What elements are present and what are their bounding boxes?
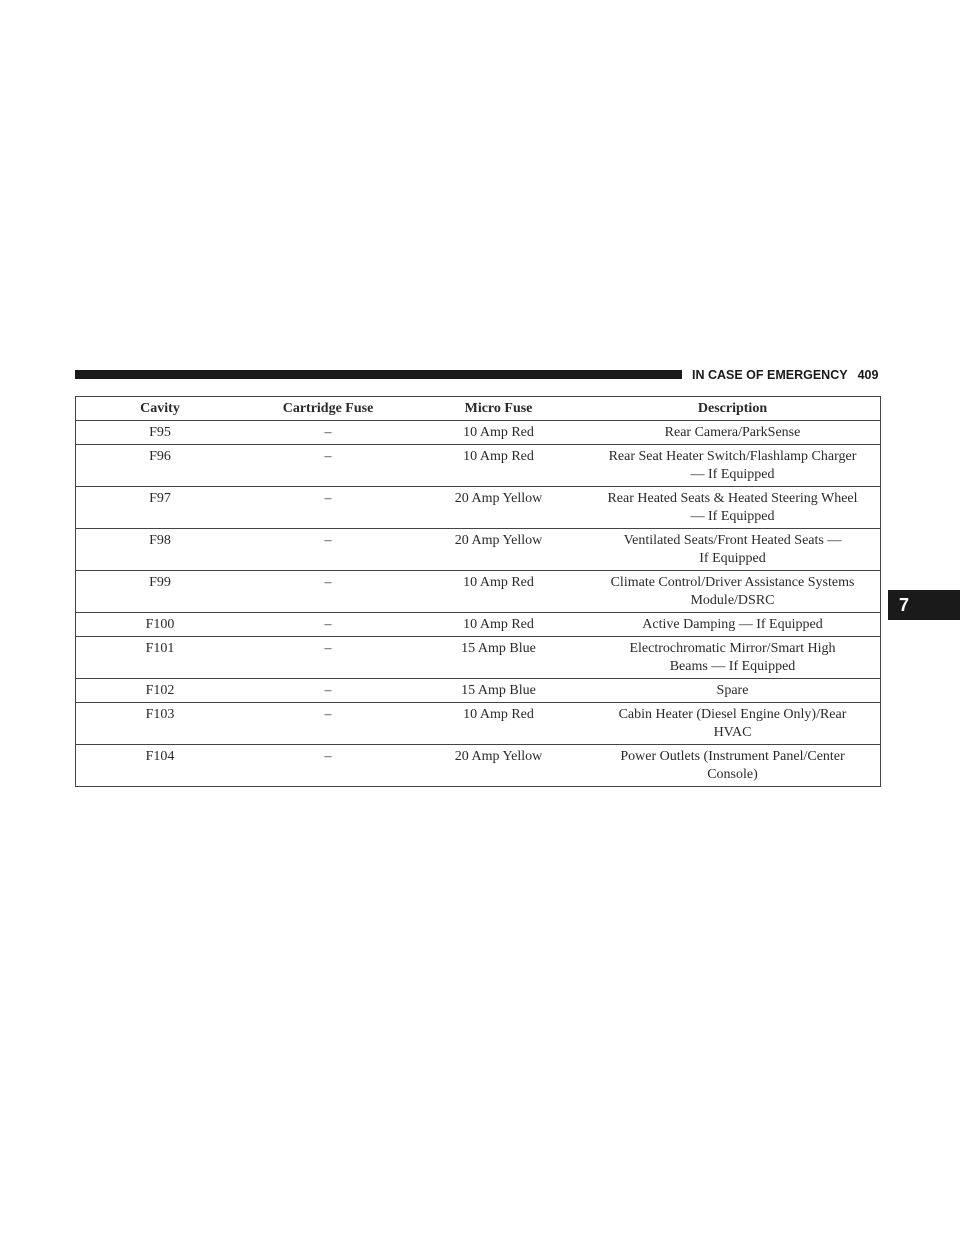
cell-micro-fuse: 15 Amp Blue bbox=[412, 679, 585, 703]
cell-micro-fuse: 10 Amp Red bbox=[412, 613, 585, 637]
cell-cartridge-fuse: – bbox=[244, 445, 412, 487]
table-row bbox=[76, 703, 881, 745]
page-number: 409 bbox=[857, 368, 879, 382]
cell-micro-fuse: 10 Amp Red bbox=[412, 703, 585, 745]
table-row bbox=[76, 679, 881, 703]
running-header bbox=[692, 367, 878, 383]
cell-cartridge-fuse: – bbox=[244, 529, 412, 571]
header-rule bbox=[75, 370, 682, 379]
cell-micro-fuse: 10 Amp Red bbox=[412, 445, 585, 487]
table-row bbox=[76, 445, 881, 487]
cell-cavity: F96 bbox=[76, 445, 245, 487]
cell-cartridge-fuse: – bbox=[244, 637, 412, 679]
cell-description: Power Outlets (Instrument Panel/Center Console) bbox=[585, 745, 881, 787]
cell-description: Electrochromatic Mirror/Smart High Beams — If Equipped bbox=[585, 637, 881, 679]
cell-cavity: F99 bbox=[76, 571, 245, 613]
fuse-table bbox=[75, 396, 881, 787]
cell-cavity: F100 bbox=[76, 613, 245, 637]
cell-cavity: F98 bbox=[76, 529, 245, 571]
cell-micro-fuse: 20 Amp Yellow bbox=[412, 745, 585, 787]
column-header-cavity: Cavity bbox=[76, 397, 245, 421]
cell-description: Rear Camera/ParkSense bbox=[585, 421, 881, 445]
table-row bbox=[76, 637, 881, 679]
table-row bbox=[76, 745, 881, 787]
cell-cartridge-fuse: – bbox=[244, 421, 412, 445]
chapter-tab: 7 bbox=[888, 590, 960, 620]
cell-cartridge-fuse: – bbox=[244, 679, 412, 703]
cell-micro-fuse: 10 Amp Red bbox=[412, 421, 585, 445]
table-row bbox=[76, 529, 881, 571]
cell-micro-fuse: 20 Amp Yellow bbox=[412, 487, 585, 529]
cell-cavity: F102 bbox=[76, 679, 245, 703]
column-header-description: Description bbox=[585, 397, 881, 421]
cell-cavity: F101 bbox=[76, 637, 245, 679]
table-header-row bbox=[76, 397, 881, 421]
cell-description: Spare bbox=[585, 679, 881, 703]
cell-cartridge-fuse: – bbox=[244, 571, 412, 613]
table-row bbox=[76, 421, 881, 445]
cell-micro-fuse: 15 Amp Blue bbox=[412, 637, 585, 679]
cell-cavity: F95 bbox=[76, 421, 245, 445]
cell-description: Rear Seat Heater Switch/Flashlamp Charger — If Equipped bbox=[585, 445, 881, 487]
cell-cavity: F97 bbox=[76, 487, 245, 529]
table-row bbox=[76, 571, 881, 613]
cell-description: Climate Control/Driver Assistance Systems Module/DSRC bbox=[585, 571, 881, 613]
cell-cartridge-fuse: – bbox=[244, 703, 412, 745]
section-title: IN CASE OF EMERGENCY bbox=[692, 368, 848, 382]
table-row bbox=[76, 613, 881, 637]
cell-micro-fuse: 20 Amp Yellow bbox=[412, 529, 585, 571]
column-header-cartridge-fuse: Cartridge Fuse bbox=[244, 397, 412, 421]
column-header-micro-fuse: Micro Fuse bbox=[412, 397, 585, 421]
cell-cartridge-fuse: – bbox=[244, 745, 412, 787]
cell-description: Rear Heated Seats & Heated Steering Wheel — If Equipped bbox=[585, 487, 881, 529]
cell-description: Active Damping — If Equipped bbox=[585, 613, 881, 637]
cell-cavity: F103 bbox=[76, 703, 245, 745]
cell-micro-fuse: 10 Amp Red bbox=[412, 571, 585, 613]
cell-cartridge-fuse: – bbox=[244, 487, 412, 529]
cell-description: Ventilated Seats/Front Heated Seats — If Equipped bbox=[585, 529, 881, 571]
cell-description: Cabin Heater (Diesel Engine Only)/Rear HVAC bbox=[585, 703, 881, 745]
cell-cartridge-fuse: – bbox=[244, 613, 412, 637]
table-row bbox=[76, 487, 881, 529]
cell-cavity: F104 bbox=[76, 745, 245, 787]
